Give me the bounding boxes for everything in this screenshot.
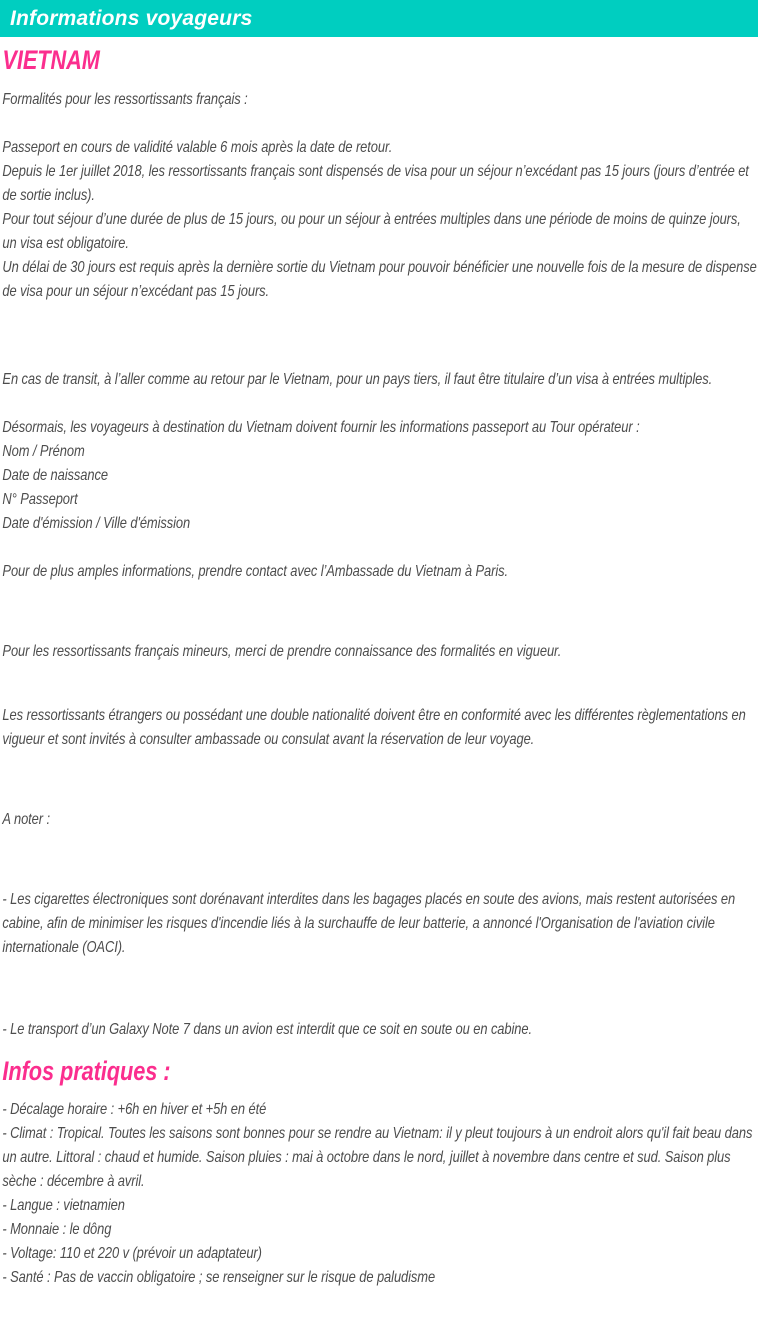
- passport-rule-reentry-delay: Un délai de 30 jours est requis après la dernière sortie du Vietnam pour pouvoir bénéficier une nouvelle fois de la mesure de dispense de visa pour un séjour n’excédant pas 15 jours.: [2, 259, 757, 300]
- passport-rule-long-stay: Pour tout séjour d’une durée de plus de 15 jours, ou pour un séjour à entrées multiples dans une période de moins de quinze jours, un visa est obligatoire.: [2, 211, 741, 252]
- transit-note: En cas de transit, à l’aller comme au retour par le Vietnam, pour un pays tiers, il faut être titulaire d’un visa à entrées multiples.: [2, 371, 713, 388]
- note-label: A noter :: [2, 811, 50, 828]
- embassy-note: Pour de plus amples informations, prendre contact avec l’Ambassade du Vietnam à Paris.: [2, 563, 509, 580]
- operator-info: [2, 416, 758, 536]
- passport-rules: [2, 136, 758, 304]
- ecigarette-note: - Les cigarettes électroniques sont dorénavant interdites dans les bagages placés en soute des avions, mais restent autorisées en cabine, afin de minimiser les risques d'incendie liés à la surchauffe de leur batterie, a annoncé l'Organisation de l'aviation civile internationale (OACI).: [2, 891, 736, 956]
- practical-item-climate: - Climat : Tropical. Toutes les saisons sont bonnes pour se rendre au Vietnam: il y pleut toujours à un endroit alors qu'il fait beau dans un autre. Littoral : chaud et humide. Saison pluies : mai à octobre dans le nord, juillet à novembre dans centre et sud. Saison plus sèche : décembre à avril.: [2, 1125, 753, 1190]
- operator-field-birthdate: Date de naissance: [2, 467, 108, 484]
- practical-item-language: - Langue : vietnamien: [2, 1197, 125, 1214]
- country-heading: VIETNAM: [2, 45, 100, 75]
- practical-item-timezone: - Décalage horaire : +6h en hiver et +5h en été: [2, 1101, 267, 1118]
- practical-item-voltage: - Voltage: 110 et 220 v (prévoir un adaptateur): [2, 1245, 262, 1262]
- practical-item-currency: - Monnaie : le dông: [2, 1221, 112, 1238]
- operator-info-intro: Désormais, les voyageurs à destination du Vietnam doivent fournir les informations passeport au Tour opérateur :: [2, 419, 640, 436]
- formalities-intro: Formalités pour les ressortissants français :: [2, 91, 248, 108]
- foreigners-note: Les ressortissants étrangers ou possédant une double nationalité doivent être en conformité avec les différentes règlementations en vigueur et sont invités à consulter ambassade ou consulat avant la réservation de leur voyage.: [2, 707, 746, 748]
- travel-info-content: [0, 45, 758, 1302]
- header-bar: [0, 0, 758, 37]
- minors-note: Pour les ressortissants français mineurs, merci de prendre connaissance des formalités en vigueur.: [2, 643, 562, 660]
- page-title: Informations voyageurs: [10, 7, 253, 30]
- operator-field-passport-number: N° Passeport: [2, 491, 78, 508]
- practical-info-heading: Infos pratiques :: [2, 1056, 171, 1086]
- practical-info-list: [2, 1098, 758, 1290]
- operator-field-issue: Date d'émission / Ville d'émission: [2, 515, 191, 532]
- passport-rule-validity: Passeport en cours de validité valable 6 mois après la date de retour.: [2, 139, 393, 156]
- operator-field-name: Nom / Prénom: [2, 443, 85, 460]
- practical-item-health: - Santé : Pas de vaccin obligatoire ; se renseigner sur le risque de paludisme: [2, 1269, 436, 1286]
- passport-rule-visa-exemption: Depuis le 1er juillet 2018, les ressortissants français sont dispensés de visa pour un séjour n’excédant pas 15 jours (jours d’entrée et de sortie inclus).: [2, 163, 749, 204]
- galaxy-note7-note: - Le transport d’un Galaxy Note 7 dans un avion est interdit que ce soit en soute ou en cabine.: [2, 1021, 532, 1038]
